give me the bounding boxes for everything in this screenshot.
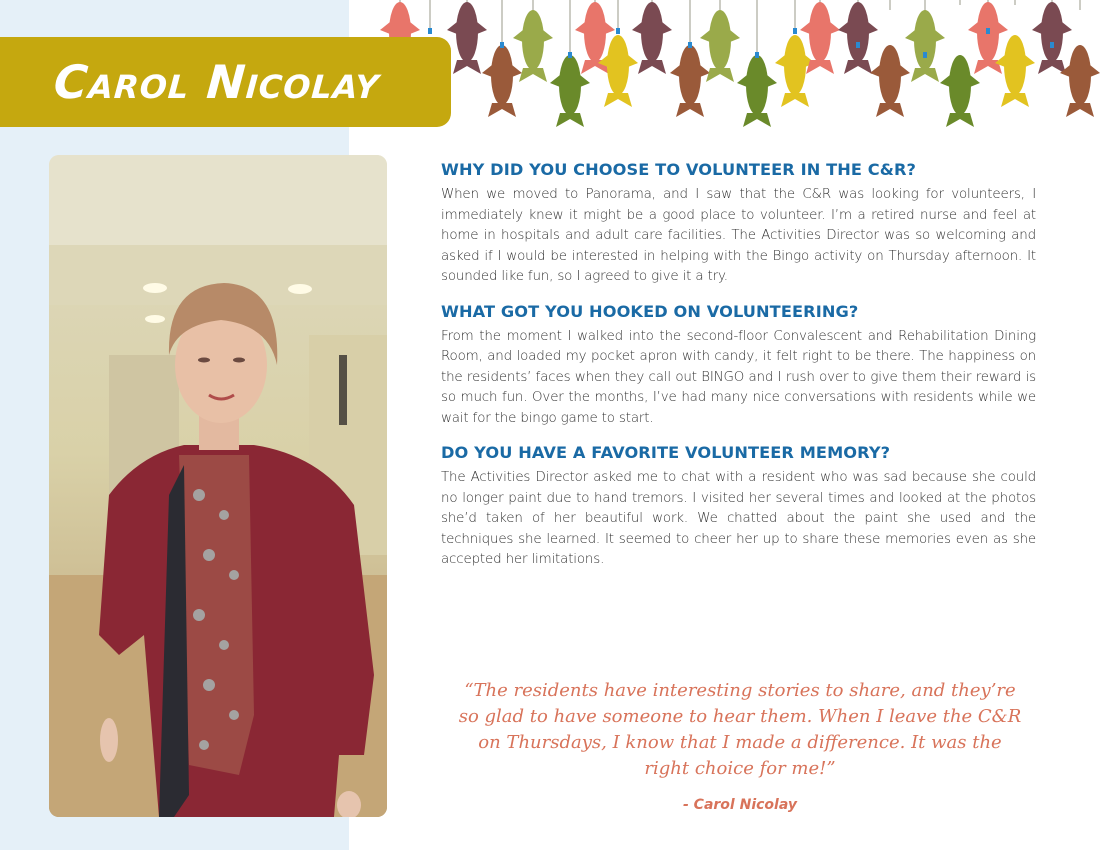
question-heading: WHAT GOT YOU HOOKED ON VOLUNTEERING? — [441, 301, 859, 321]
quote-attribution: - Carol Nicolay — [683, 797, 797, 813]
question-heading: DO YOU HAVE A FAVORITE VOLUNTEER MEMORY? — [441, 443, 891, 462]
section-why-volunteer — [441, 160, 1036, 288]
section-favorite-memory — [441, 443, 1036, 571]
answer-text: The Activities Director asked me to chat with a resident who was sad because she could no longer paint due to hand tremors. I visited her several times and looked at the photos she’d taken of her beautiful work. We chatted about the paint she used and the techniques she learned. It seemed to cheer her up to share these memories even as she accepted her limitations. — [441, 470, 1036, 567]
section-hooked — [441, 302, 1036, 430]
name-banner — [0, 37, 451, 127]
pull-quote: “The residents have interesting stories to share, and they’re so glad to have someone to hear them. When I leave the C&R on Thursdays, I know that I made a difference. It was the right choice for me!” — [458, 680, 1022, 779]
volunteer-name: Carol Nicolay — [52, 55, 382, 109]
answer-text: From the moment I walked into the second-floor Convalescent and Rehabilitation Dining Room, and loaded my pocket apron with candy, it felt right to be there. The happiness on the residents’ faces when they call out BINGO and I rush over to give them their reward is so much fun. Over the months, I’ve had many nice conversations with residents while we wait for the bingo game to start. — [441, 328, 1036, 426]
volunteer-photo — [49, 155, 387, 817]
question-heading: WHY DID YOU CHOOSE TO VOLUNTEER IN THE C&R? — [441, 160, 917, 179]
interview-content — [441, 160, 1036, 585]
answer-text: When we moved to Panorama, and I saw that the C&R was looking for volunteers, I immediately knew it might be a good place to volunteer. I’m a retired nurse and feel at home in hospitals and adult care facilities. The Activities Director was so welcoming and asked if I would be interested in helping with the Bingo activity on Thursday afternoon. It sounded like fun, so I agreed to give it a try. — [441, 187, 1036, 284]
fish-garland-icon — [380, 0, 1100, 140]
hanging-fish-decoration — [380, 0, 1100, 140]
